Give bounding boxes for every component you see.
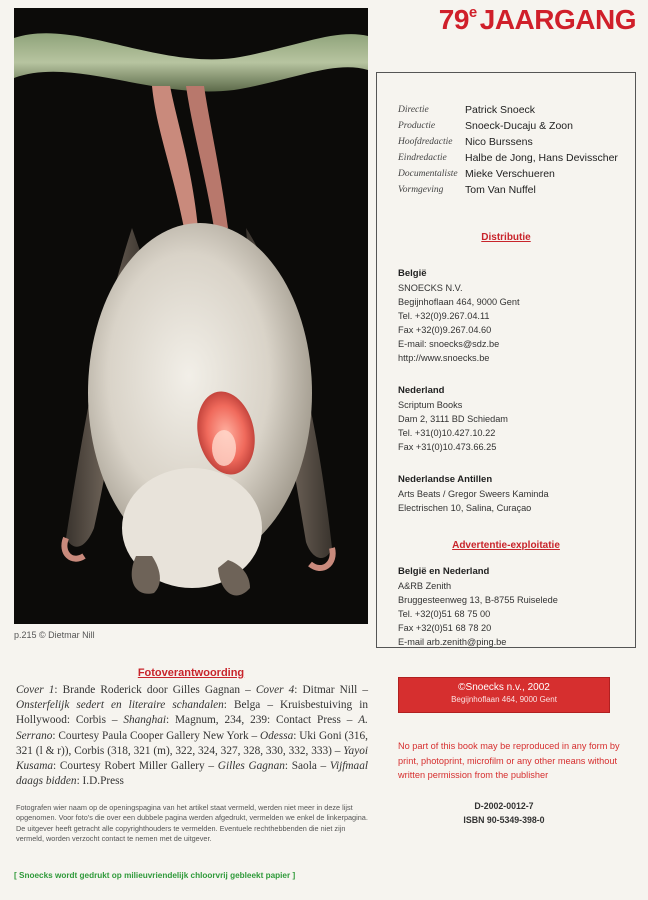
credit-segment: Gilles Gagnan (217, 760, 285, 773)
email-line: E-mail: snoecks@sdz.be (398, 339, 500, 349)
credit-segment: : Brande Roderick door Gilles Gagnan – (54, 684, 256, 696)
copyright-line: ©Snoecks n.v., 2002 (458, 682, 550, 693)
jaargang-title (374, 4, 636, 36)
website-line: http://www.snoecks.be (398, 353, 490, 363)
address-line: A&RB Zenith (398, 581, 452, 591)
advertentie-contact (398, 565, 634, 649)
credit-segment: : Ditmar Nill – (294, 684, 368, 696)
bat-illustration (14, 8, 368, 624)
staff-name: Nico Burssens (465, 136, 533, 148)
credit-segment: Yayoi Kusama (16, 744, 368, 773)
publication-codes (398, 800, 610, 827)
copyright-address: Begijnhoflaan 464, 9000 Gent (451, 695, 557, 704)
country-label: Nederland (398, 385, 445, 396)
advertentie-heading: Advertentie-exploitatie (452, 540, 560, 551)
credit-segment: : I.D.Press (76, 775, 124, 788)
credit-segment: Shanghai (123, 714, 167, 727)
credit-segment: A. Serrano (16, 714, 368, 742)
jaargang-word: JAARGANG (479, 4, 636, 35)
credit-segment: : Courtesy Paula Cooper Gallery New York – (52, 729, 260, 742)
phone-line: Tel. +32(0)51 68 75 00 (398, 609, 491, 619)
distributie-antillen (398, 473, 634, 515)
staff-name: Patrick Snoeck (465, 104, 536, 116)
fax-line: Fax +32(0)51 68 78 20 (398, 623, 492, 633)
credit-segment: : Magnum, 234, 239: Contact Press – (166, 714, 359, 727)
staff-role: Eindredactie (398, 153, 447, 163)
staff-role: Productie (398, 121, 436, 131)
country-label: België en Nederland (398, 566, 490, 577)
staff-row (398, 182, 634, 198)
staff-row (398, 102, 634, 118)
email-line: E-mail arb.zenith@ping.be (398, 637, 507, 647)
credit-segment: Cover 1 (16, 684, 55, 696)
photo-credits-text (16, 683, 368, 789)
jaargang-number: 79 (438, 4, 469, 35)
address-line: Electrischen 10, Salina, Curaçao (398, 503, 532, 513)
credit-segment: : Saola – (284, 760, 330, 773)
isbn-code: ISBN 90-5349-398-0 (463, 814, 545, 825)
credit-segment: : Uki Goni (316, 321 (l & r)), Corbis (318, 321 (m), 322, 324, 327, 328, 330, 332, 333) – (16, 729, 368, 757)
staff-row (398, 166, 634, 182)
distributie-nederland (398, 384, 634, 454)
credit-segment: Onsterfelijk sedert en literaire schandalen (16, 699, 224, 712)
staff-role: Hoofdredactie (398, 137, 453, 147)
credit-segment: Cover 4 (255, 684, 295, 696)
photographer-note: Fotografen wier naam op de openingspagina van het artikel staat vermeld, werden niet meer in deze lijst opgenomen. Voor foto's die over een dubbele pagina werden afgedrukt, vermelden we enkel de linkerpagina. De uitgever heeft getracht alle copyrighthouders te vermelden. Eventuele rechthebbenden die niet zijn vermeld, worden verzocht contact te nemen met de uitgever. (16, 803, 368, 844)
credit-segment: Vijfmaal daags bidden (16, 760, 368, 788)
fax-line: Fax +32(0)9.267.04.60 (398, 325, 492, 335)
photo-credit: p.215 © Dietmar Nill (14, 630, 95, 640)
address-line: Arts Beats / Gregor Sweers Kaminda (398, 489, 549, 499)
staff-name: Tom Van Nuffel (465, 184, 536, 196)
depot-code: D-2002-0012-7 (474, 801, 534, 811)
staff-list (398, 102, 634, 198)
credit-segment: : Courtesy Robert Miller Gallery – (53, 760, 218, 773)
address-line: Begijnhoflaan 464, 9000 Gent (398, 297, 520, 307)
bat-photo (14, 8, 368, 624)
staff-row (398, 134, 634, 150)
address-line: SNOECKS N.V. (398, 283, 463, 293)
phone-line: Tel. +32(0)9.267.04.11 (398, 311, 490, 321)
staff-row (398, 150, 634, 166)
staff-name: Mieke Verschueren (465, 168, 555, 180)
eco-paper-note: [ Snoecks wordt gedrukt op milieuvriendelijk chloorvrij gebleekt papier ] (14, 871, 296, 880)
staff-role: Documentaliste (398, 169, 458, 179)
address-line: Bruggesteenweg 13, B-8755 Ruiselede (398, 595, 558, 605)
jaargang-suffix: e (468, 4, 477, 21)
address-line: Dam 2, 3111 BD Schiedam (398, 414, 508, 424)
phone-line: Tel. +31(0)10.427.10.22 (398, 428, 496, 438)
country-label: België (398, 268, 427, 279)
staff-row (398, 118, 634, 134)
fotoverantwoording-heading: Fotoverantwoording (137, 667, 245, 679)
staff-name: Halbe de Jong, Hans Devisscher (465, 152, 618, 164)
staff-role: Vormgeving (398, 185, 444, 195)
staff-role: Directie (398, 105, 429, 115)
staff-name: Snoeck-Ducaju & Zoon (465, 120, 573, 132)
copyright-box (398, 677, 610, 713)
distributie-belgie (398, 267, 634, 365)
credit-segment: : Belga – Kruisbestuiving in Hollywood: Corbis – (16, 699, 368, 727)
rights-notice: No part of this book may be reproduced in any form by print, photoprint, microfilm or any other means without written permission from the publisher (398, 741, 620, 780)
credit-segment: Odessa (259, 729, 294, 742)
distributie-heading: Distributie (481, 232, 531, 243)
fax-line: Fax +31(0)10.473.66.25 (398, 442, 497, 452)
country-label: Nederlandse Antillen (398, 474, 493, 485)
address-line: Scriptum Books (398, 400, 463, 410)
